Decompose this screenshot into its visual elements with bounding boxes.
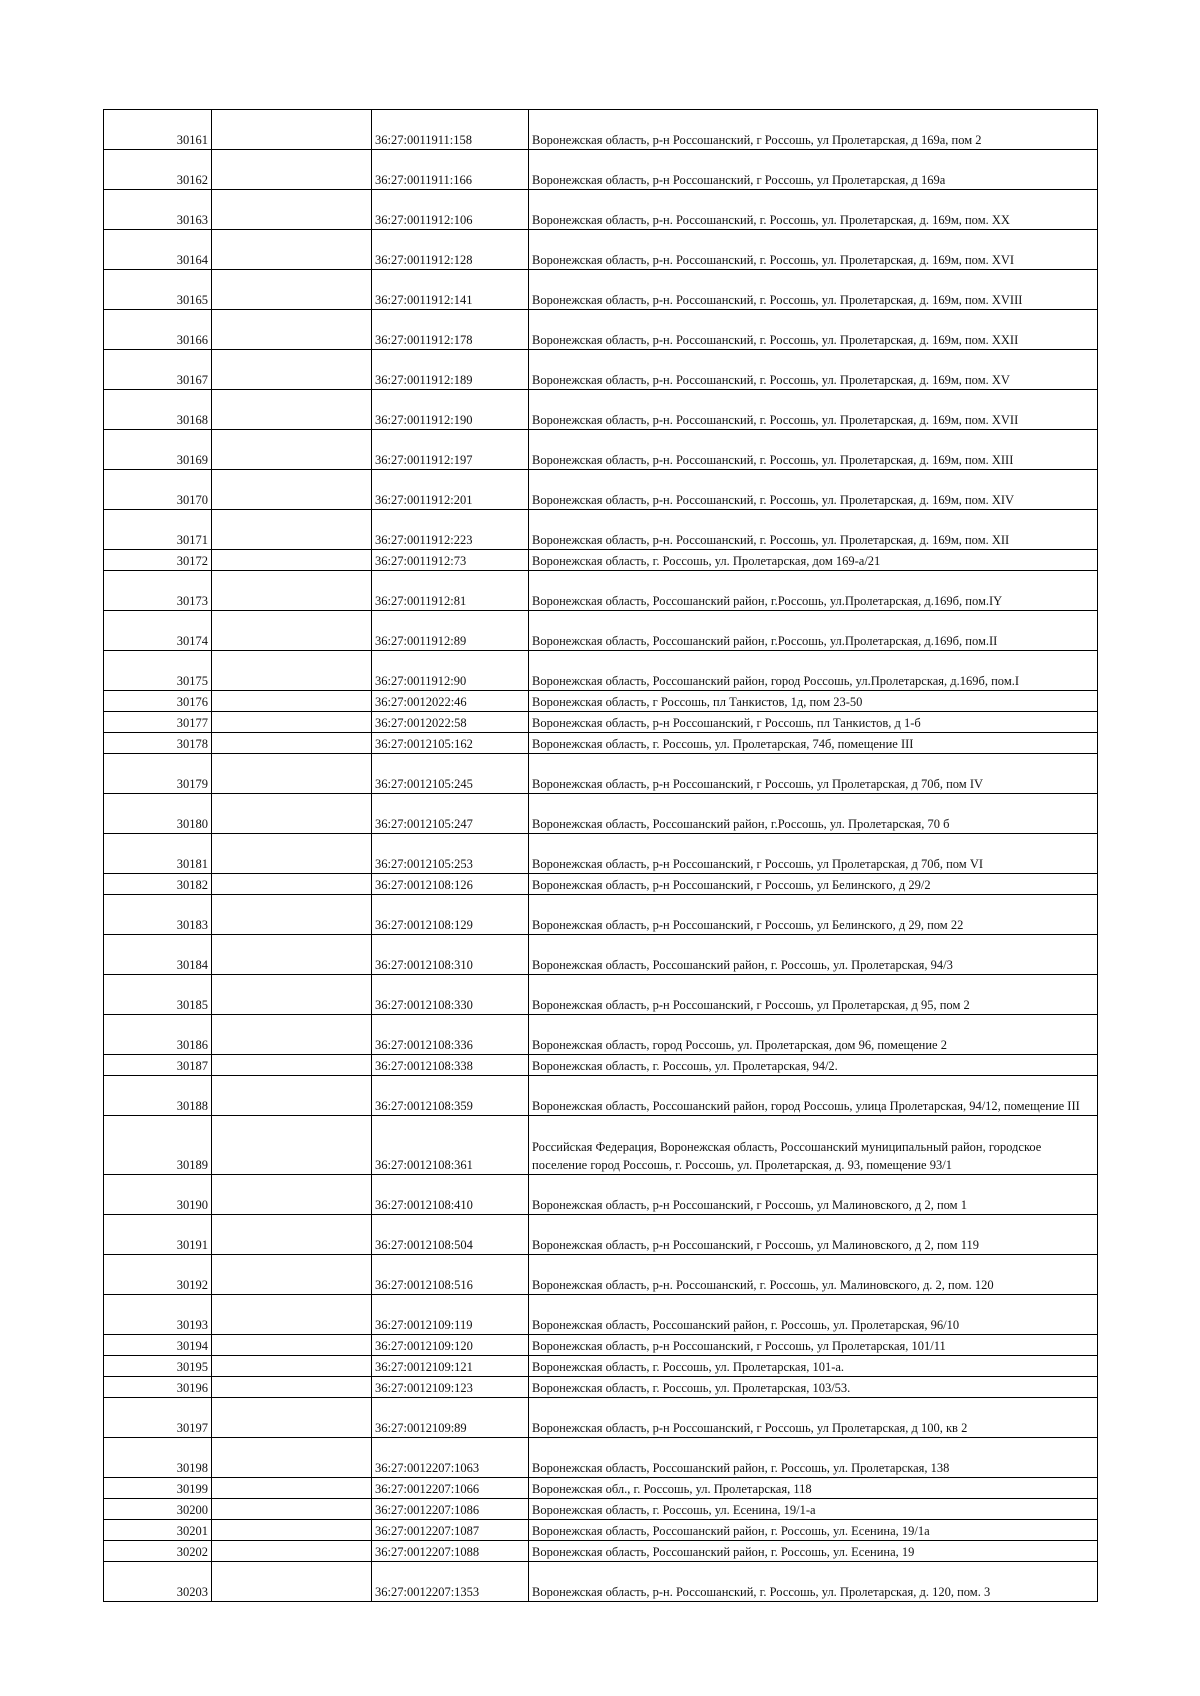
row-number-cell: 30170 — [104, 470, 212, 510]
table-row — [104, 935, 1098, 975]
property-registry-table — [103, 109, 1098, 1602]
table-row — [104, 1377, 1098, 1398]
cadastral-number-cell: 36:27:0012109:123 — [372, 1377, 529, 1398]
address-cell: Воронежская область, р-н Россошанский, г Россошь, ул Белинского, д 29/2 — [529, 874, 1098, 895]
table-row — [104, 1478, 1098, 1499]
empty-cell — [212, 935, 372, 975]
empty-cell — [212, 1055, 372, 1076]
empty-cell — [212, 1335, 372, 1356]
cadastral-number-cell: 36:27:0012108:336 — [372, 1015, 529, 1055]
table-row — [104, 571, 1098, 611]
empty-cell — [212, 1295, 372, 1335]
table-row — [104, 733, 1098, 754]
cadastral-number-cell: 36:27:0011912:90 — [372, 651, 529, 691]
address-cell: Воронежская область, р-н. Россошанский, г. Россошь, ул. Пролетарская, д. 169м, пом. XX — [529, 190, 1098, 230]
row-number-cell: 30177 — [104, 712, 212, 733]
address-cell: Воронежская область, р-н. Россошанский, г. Россошь, ул. Пролетарская, д. 169м, пом. XVIII — [529, 270, 1098, 310]
row-number-cell: 30194 — [104, 1335, 212, 1356]
cadastral-number-cell: 36:27:0012108:310 — [372, 935, 529, 975]
table-row — [104, 794, 1098, 834]
row-number-cell: 30169 — [104, 430, 212, 470]
address-cell: Воронежская область, р-н. Россошанский, г. Россошь, ул. Пролетарская, д. 169м, пом. XVI — [529, 230, 1098, 270]
address-cell: Воронежская область, город Россошь, ул. Пролетарская, дом 96, помещение 2 — [529, 1015, 1098, 1055]
empty-cell — [212, 895, 372, 935]
row-number-cell: 30189 — [104, 1116, 212, 1175]
row-number-cell: 30168 — [104, 390, 212, 430]
table-row — [104, 1438, 1098, 1478]
row-number-cell: 30176 — [104, 691, 212, 712]
empty-cell — [212, 510, 372, 550]
cadastral-number-cell: 36:27:0011912:189 — [372, 350, 529, 390]
table-row — [104, 1356, 1098, 1377]
cadastral-number-cell: 36:27:0012108:516 — [372, 1255, 529, 1295]
empty-cell — [212, 1398, 372, 1438]
address-cell: Воронежская область, г. Россошь, ул. Пролетарская, 101-а. — [529, 1356, 1098, 1377]
empty-cell — [212, 712, 372, 733]
row-number-cell: 30174 — [104, 611, 212, 651]
cadastral-number-cell: 36:27:0012105:247 — [372, 794, 529, 834]
row-number-cell: 30201 — [104, 1520, 212, 1541]
empty-cell — [212, 310, 372, 350]
empty-cell — [212, 1116, 372, 1175]
empty-cell — [212, 691, 372, 712]
table-row — [104, 1015, 1098, 1055]
cadastral-number-cell: 36:27:0012109:120 — [372, 1335, 529, 1356]
row-number-cell: 30188 — [104, 1076, 212, 1116]
row-number-cell: 30200 — [104, 1499, 212, 1520]
empty-cell — [212, 1499, 372, 1520]
empty-cell — [212, 733, 372, 754]
row-number-cell: 30187 — [104, 1055, 212, 1076]
empty-cell — [212, 794, 372, 834]
row-number-cell: 30195 — [104, 1356, 212, 1377]
empty-cell — [212, 1541, 372, 1562]
table-row — [104, 895, 1098, 935]
address-cell: Воронежская область, р-н. Россошанский, г. Россошь, ул. Пролетарская, д. 169м, пом. XII — [529, 510, 1098, 550]
table-row — [104, 1541, 1098, 1562]
address-cell: Воронежская область, р-н Россошанский, г Россошь, ул Пролетарская, д 70б, пом IV — [529, 754, 1098, 794]
row-number-cell: 30179 — [104, 754, 212, 794]
row-number-cell: 30193 — [104, 1295, 212, 1335]
row-number-cell: 30162 — [104, 150, 212, 190]
row-number-cell: 30180 — [104, 794, 212, 834]
table-row — [104, 1255, 1098, 1295]
address-cell: Воронежская область, Россошанский район, г. Россошь, ул. Есенина, 19 — [529, 1541, 1098, 1562]
row-number-cell: 30202 — [104, 1541, 212, 1562]
address-cell: Воронежская область, р-н. Россошанский, г. Россошь, ул. Малиновского, д. 2, пом. 120 — [529, 1255, 1098, 1295]
empty-cell — [212, 651, 372, 691]
row-number-cell: 30165 — [104, 270, 212, 310]
address-cell: Воронежская область, р-н Россошанский, г Россошь, ул Малиновского, д 2, пом 119 — [529, 1215, 1098, 1255]
table-row — [104, 975, 1098, 1015]
empty-cell — [212, 975, 372, 1015]
empty-cell — [212, 430, 372, 470]
table-row — [104, 1335, 1098, 1356]
address-cell: Воронежская область, р-н Россошанский, г Россошь, ул Пролетарская, д 95, пом 2 — [529, 975, 1098, 1015]
empty-cell — [212, 110, 372, 150]
address-cell: Воронежская область, р-н. Россошанский, г. Россошь, ул. Пролетарская, д. 169м, пом. XIV — [529, 470, 1098, 510]
empty-cell — [212, 1175, 372, 1215]
address-cell: Воронежская обл., г. Россошь, ул. Пролетарская, 118 — [529, 1478, 1098, 1499]
table-row — [104, 470, 1098, 510]
row-number-cell: 30197 — [104, 1398, 212, 1438]
address-cell: Российская Федерация, Воронежская область, Россошанский муниципальный район, городское поселение город Россошь, г. Россошь, ул. Пролетарская, д. 93, помещение 93/1 — [529, 1116, 1098, 1175]
table-row — [104, 230, 1098, 270]
cadastral-number-cell: 36:27:0012207:1066 — [372, 1478, 529, 1499]
empty-cell — [212, 611, 372, 651]
address-cell: Воронежская область, г Россошь, пл Танкистов, 1д, пом 23-50 — [529, 691, 1098, 712]
table-row — [104, 874, 1098, 895]
row-number-cell: 30167 — [104, 350, 212, 390]
empty-cell — [212, 1255, 372, 1295]
row-number-cell: 30185 — [104, 975, 212, 1015]
table-row — [104, 190, 1098, 230]
table-row — [104, 270, 1098, 310]
cadastral-number-cell: 36:27:0012207:1063 — [372, 1438, 529, 1478]
empty-cell — [212, 1356, 372, 1377]
table-row — [104, 1175, 1098, 1215]
row-number-cell: 30183 — [104, 895, 212, 935]
address-cell: Воронежская область, Россошанский район, г. Россошь, ул. Есенина, 19/1а — [529, 1520, 1098, 1541]
row-number-cell: 30190 — [104, 1175, 212, 1215]
table-row — [104, 1215, 1098, 1255]
row-number-cell: 30196 — [104, 1377, 212, 1398]
cadastral-number-cell: 36:27:0011912:197 — [372, 430, 529, 470]
cadastral-number-cell: 36:27:0012207:1088 — [372, 1541, 529, 1562]
cadastral-number-cell: 36:27:0012207:1353 — [372, 1562, 529, 1602]
table-row — [104, 350, 1098, 390]
table-row — [104, 1116, 1098, 1175]
cadastral-number-cell: 36:27:0012022:58 — [372, 712, 529, 733]
row-number-cell: 30166 — [104, 310, 212, 350]
empty-cell — [212, 1015, 372, 1055]
cadastral-number-cell: 36:27:0011912:141 — [372, 270, 529, 310]
cadastral-number-cell: 36:27:0011911:166 — [372, 150, 529, 190]
empty-cell — [212, 571, 372, 611]
empty-cell — [212, 1438, 372, 1478]
cadastral-number-cell: 36:27:0012108:129 — [372, 895, 529, 935]
cadastral-number-cell: 36:27:0011911:158 — [372, 110, 529, 150]
address-cell: Воронежская область, р-н. Россошанский, г. Россошь, ул. Пролетарская, д. 169м, пом. XIII — [529, 430, 1098, 470]
table-row — [104, 651, 1098, 691]
address-cell: Воронежская область, Россошанский район, г. Россошь, ул. Пролетарская, 138 — [529, 1438, 1098, 1478]
cadastral-number-cell: 36:27:0011912:89 — [372, 611, 529, 651]
address-cell: Воронежская область, р-н. Россошанский, г. Россошь, ул. Пролетарская, д. 169м, пом. XVII — [529, 390, 1098, 430]
address-cell: Воронежская область, г. Россошь, ул. Пролетарская, 74б, помещение III — [529, 733, 1098, 754]
row-number-cell: 30184 — [104, 935, 212, 975]
table-row — [104, 510, 1098, 550]
table-body — [104, 110, 1098, 1602]
empty-cell — [212, 150, 372, 190]
address-cell: Воронежская область, р-н Россошанский, г Россошь, ул Пролетарская, 101/11 — [529, 1335, 1098, 1356]
empty-cell — [212, 1520, 372, 1541]
empty-cell — [212, 754, 372, 794]
empty-cell — [212, 1215, 372, 1255]
cadastral-number-cell: 36:27:0012108:359 — [372, 1076, 529, 1116]
address-cell: Воронежская область, Россошанский район, город Россошь, ул.Пролетарская, д.169б, пом.I — [529, 651, 1098, 691]
cadastral-number-cell: 36:27:0012108:338 — [372, 1055, 529, 1076]
cadastral-number-cell: 36:27:0011912:190 — [372, 390, 529, 430]
table-row — [104, 754, 1098, 794]
table-row — [104, 1520, 1098, 1541]
empty-cell — [212, 270, 372, 310]
address-cell: Воронежская область, р-н. Россошанский, г. Россошь, ул. Пролетарская, д. 120, пом. 3 — [529, 1562, 1098, 1602]
address-cell: Воронежская область, р-н. Россошанский, г. Россошь, ул. Пролетарская, д. 169м, пом. XV — [529, 350, 1098, 390]
row-number-cell: 30161 — [104, 110, 212, 150]
cadastral-number-cell: 36:27:0011912:128 — [372, 230, 529, 270]
row-number-cell: 30186 — [104, 1015, 212, 1055]
address-cell: Воронежская область, р-н Россошанский, г Россошь, ул Белинского, д 29, пом 22 — [529, 895, 1098, 935]
cadastral-number-cell: 36:27:0012108:504 — [372, 1215, 529, 1255]
cadastral-number-cell: 36:27:0012022:46 — [372, 691, 529, 712]
row-number-cell: 30172 — [104, 550, 212, 571]
table-row — [104, 691, 1098, 712]
address-cell: Воронежская область, р-н Россошанский, г Россошь, пл Танкистов, д 1-б — [529, 712, 1098, 733]
address-cell: Воронежская область, Россошанский район, город Россошь, улица Пролетарская, 94/12, помещение III — [529, 1076, 1098, 1116]
empty-cell — [212, 1478, 372, 1499]
empty-cell — [212, 1076, 372, 1116]
empty-cell — [212, 874, 372, 895]
address-cell: Воронежская область, р-н Россошанский, г Россошь, ул Пролетарская, д 169а — [529, 150, 1098, 190]
table-row — [104, 1076, 1098, 1116]
empty-cell — [212, 390, 372, 430]
address-cell: Воронежская область, Россошанский район, г. Россошь, ул. Пролетарская, 96/10 — [529, 1295, 1098, 1335]
cadastral-number-cell: 36:27:0012108:361 — [372, 1116, 529, 1175]
cadastral-number-cell: 36:27:0011912:223 — [372, 510, 529, 550]
address-cell: Воронежская область, г. Россошь, ул. Пролетарская, 94/2. — [529, 1055, 1098, 1076]
row-number-cell: 30178 — [104, 733, 212, 754]
empty-cell — [212, 550, 372, 571]
cadastral-number-cell: 36:27:0012105:253 — [372, 834, 529, 874]
table-row — [104, 1398, 1098, 1438]
empty-cell — [212, 230, 372, 270]
cadastral-number-cell: 36:27:0011912:81 — [372, 571, 529, 611]
table-row — [104, 834, 1098, 874]
table-row — [104, 430, 1098, 470]
table-row — [104, 390, 1098, 430]
cadastral-number-cell: 36:27:0011912:73 — [372, 550, 529, 571]
address-cell: Воронежская область, р-н Россошанский, г Россошь, ул Малиновского, д 2, пом 1 — [529, 1175, 1098, 1215]
empty-cell — [212, 470, 372, 510]
cadastral-number-cell: 36:27:0012109:119 — [372, 1295, 529, 1335]
cadastral-number-cell: 36:27:0012207:1087 — [372, 1520, 529, 1541]
table-row — [104, 1295, 1098, 1335]
row-number-cell: 30198 — [104, 1438, 212, 1478]
table-row — [104, 712, 1098, 733]
address-cell: Воронежская область, р-н Россошанский, г Россошь, ул Пролетарская, д 169а, пом 2 — [529, 110, 1098, 150]
cadastral-number-cell: 36:27:0011912:201 — [372, 470, 529, 510]
row-number-cell: 30199 — [104, 1478, 212, 1499]
address-cell: Воронежская область, г. Россошь, ул. Пролетарская, 103/53. — [529, 1377, 1098, 1398]
empty-cell — [212, 834, 372, 874]
cadastral-number-cell: 36:27:0012109:89 — [372, 1398, 529, 1438]
empty-cell — [212, 190, 372, 230]
address-cell: Воронежская область, Россошанский район, г.Россошь, ул.Пролетарская, д.169б, пом.II — [529, 611, 1098, 651]
table-row — [104, 550, 1098, 571]
row-number-cell: 30181 — [104, 834, 212, 874]
cadastral-number-cell: 36:27:0012108:410 — [372, 1175, 529, 1215]
cadastral-number-cell: 36:27:0012108:126 — [372, 874, 529, 895]
table-row — [104, 310, 1098, 350]
cadastral-number-cell: 36:27:0011912:178 — [372, 310, 529, 350]
row-number-cell: 30164 — [104, 230, 212, 270]
address-cell: Воронежская область, р-н Россошанский, г Россошь, ул Пролетарская, д 100, кв 2 — [529, 1398, 1098, 1438]
row-number-cell: 30203 — [104, 1562, 212, 1602]
row-number-cell: 30191 — [104, 1215, 212, 1255]
cadastral-number-cell: 36:27:0012207:1086 — [372, 1499, 529, 1520]
empty-cell — [212, 1377, 372, 1398]
table-row — [104, 110, 1098, 150]
address-cell: Воронежская область, Россошанский район, г.Россошь, ул.Пролетарская, д.169б, пом.IY — [529, 571, 1098, 611]
table-row — [104, 1562, 1098, 1602]
cadastral-number-cell: 36:27:0012108:330 — [372, 975, 529, 1015]
cadastral-number-cell: 36:27:0012105:162 — [372, 733, 529, 754]
table-row — [104, 1055, 1098, 1076]
cadastral-number-cell: 36:27:0011912:106 — [372, 190, 529, 230]
row-number-cell: 30175 — [104, 651, 212, 691]
table-row — [104, 150, 1098, 190]
address-cell: Воронежская область, г. Россошь, ул. Есенина, 19/1-а — [529, 1499, 1098, 1520]
table-row — [104, 1499, 1098, 1520]
empty-cell — [212, 1562, 372, 1602]
address-cell: Воронежская область, р-н. Россошанский, г. Россошь, ул. Пролетарская, д. 169м, пом. XXII — [529, 310, 1098, 350]
address-cell: Воронежская область, г. Россошь, ул. Пролетарская, дом 169-а/21 — [529, 550, 1098, 571]
cadastral-number-cell: 36:27:0012109:121 — [372, 1356, 529, 1377]
cadastral-number-cell: 36:27:0012105:245 — [372, 754, 529, 794]
empty-cell — [212, 350, 372, 390]
address-cell: Воронежская область, Россошанский район, г. Россошь, ул. Пролетарская, 94/3 — [529, 935, 1098, 975]
address-cell: Воронежская область, р-н Россошанский, г Россошь, ул Пролетарская, д 70б, пом VI — [529, 834, 1098, 874]
table-row — [104, 611, 1098, 651]
row-number-cell: 30182 — [104, 874, 212, 895]
address-cell: Воронежская область, Россошанский район, г.Россошь, ул. Пролетарская, 70 б — [529, 794, 1098, 834]
row-number-cell: 30171 — [104, 510, 212, 550]
row-number-cell: 30173 — [104, 571, 212, 611]
row-number-cell: 30192 — [104, 1255, 212, 1295]
row-number-cell: 30163 — [104, 190, 212, 230]
document-page — [103, 109, 1097, 1602]
